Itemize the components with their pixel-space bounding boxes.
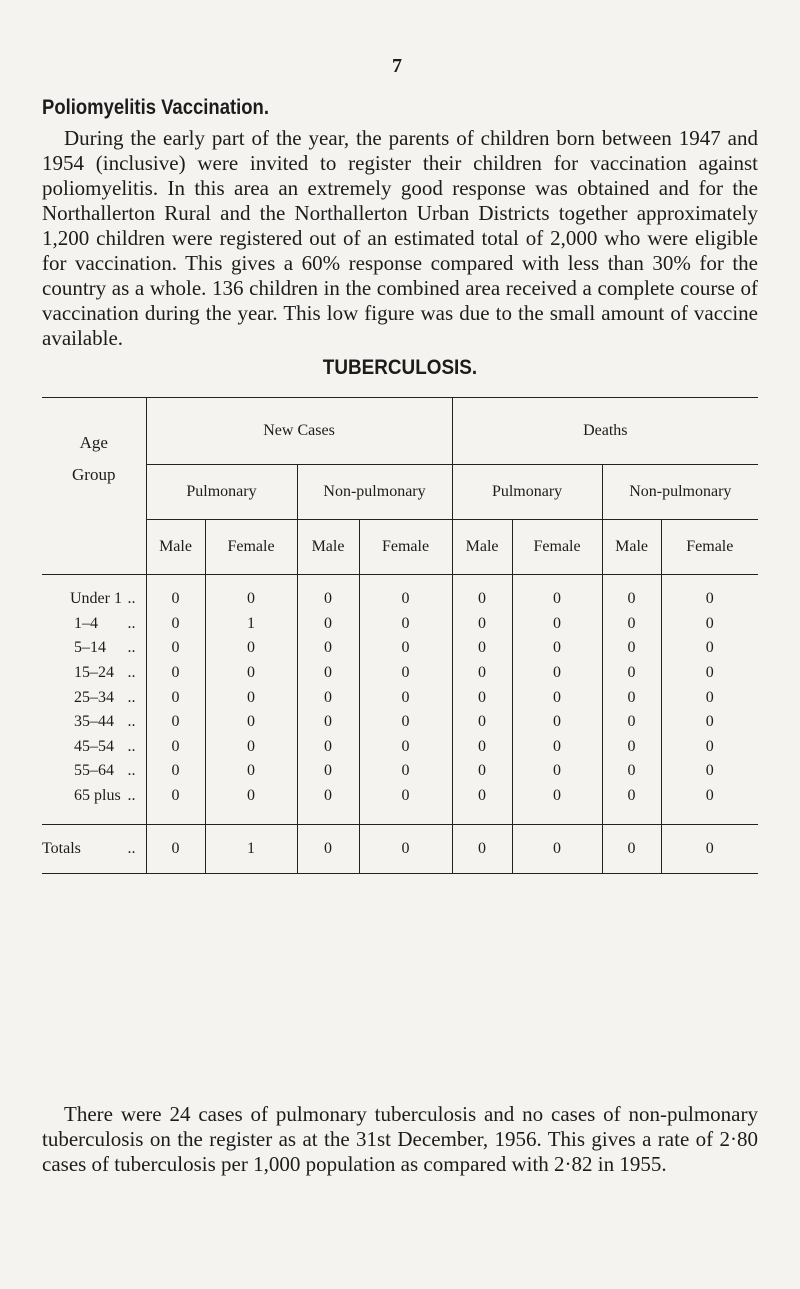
table-cell: 0 (359, 735, 452, 760)
table-cell: 0 (661, 735, 758, 760)
table-cell: 0 (146, 636, 205, 661)
table-cell: 0 (359, 784, 452, 809)
table-cell: 0 (452, 759, 512, 784)
table-cell: 0 (452, 735, 512, 760)
table-cell: 0 (205, 784, 297, 809)
table-cell: 0 (146, 661, 205, 686)
table-cell: 0 (205, 710, 297, 735)
table-cell: 0 (359, 587, 452, 612)
table-cell: 0 (661, 784, 758, 809)
table-cell: 0 (359, 685, 452, 710)
table-cell: 0 (146, 784, 205, 809)
table-cell: 0 (359, 710, 452, 735)
col-male: Male (452, 520, 512, 575)
table-cell: 1 (205, 612, 297, 637)
deaths-pulmonary-header: Pulmonary (452, 465, 602, 520)
table-cell: 0 (661, 636, 758, 661)
totals-cell: 0 (602, 825, 661, 874)
table-cell: 0 (359, 612, 452, 637)
table-row (42, 784, 758, 809)
age-group-cell: 25–34 .. (74, 688, 136, 706)
age-group-cell: 5–14 .. (74, 639, 136, 657)
totals-cell: 0 (359, 825, 452, 874)
table-cell: 0 (661, 587, 758, 612)
table-cell: 0 (602, 636, 661, 661)
totals-cell: 0 (661, 825, 758, 874)
tuberculosis-paragraph: There were 24 cases of pulmonary tuberculosis and no cases of non-pulmonary tuberculosis on the register as at the 31st December, 1956. This gives a rate of 2·80 cases of tuberculosis per 1,000 population as compared with 2·82 in 1955. (42, 1102, 758, 1176)
new-cases-header: New Cases (146, 398, 452, 465)
table-cell: 0 (146, 685, 205, 710)
deaths-non-pulmonary-header: Non-pulmonary (602, 465, 758, 520)
table-cell: 0 (512, 710, 602, 735)
table-row (42, 710, 758, 735)
section-heading: Poliomyelitis Vaccination. (42, 96, 269, 119)
table-cell: 0 (205, 636, 297, 661)
table-cell: 0 (146, 612, 205, 637)
table-cell: 0 (452, 587, 512, 612)
age-header-line1: Age (79, 432, 108, 452)
table-cell: 0 (205, 661, 297, 686)
table-row (42, 612, 758, 637)
age-group-cell: 15–24 .. (74, 664, 136, 682)
deaths-header: Deaths (452, 398, 758, 465)
table-cell: 0 (602, 685, 661, 710)
col-male: Male (146, 520, 205, 575)
totals-cell: 0 (297, 825, 359, 874)
table-cell: 0 (512, 587, 602, 612)
table-cell: 0 (297, 685, 359, 710)
table-cell: 0 (602, 710, 661, 735)
table-cell: 0 (512, 735, 602, 760)
table-cell: 0 (452, 636, 512, 661)
table-cell: 0 (297, 759, 359, 784)
page-number: 7 (392, 55, 402, 77)
totals-label: Totals .. (42, 825, 146, 874)
table-cell: 0 (452, 710, 512, 735)
table-cell: 0 (452, 661, 512, 686)
table-cell: 0 (359, 661, 452, 686)
tuberculosis-table (42, 397, 758, 874)
table-cell: 0 (661, 710, 758, 735)
table-cell: 0 (661, 759, 758, 784)
table-cell: 0 (602, 784, 661, 809)
table-cell: 0 (512, 612, 602, 637)
col-female: Female (661, 520, 758, 575)
table-cell: 0 (512, 784, 602, 809)
new-pulmonary-header: Pulmonary (146, 465, 297, 520)
table-cell: 0 (512, 661, 602, 686)
totals-row (42, 825, 758, 874)
table-cell: 0 (661, 685, 758, 710)
table-row (42, 759, 758, 784)
age-group-cell: 1–4 .. (74, 614, 136, 632)
new-non-pulmonary-header: Non-pulmonary (297, 465, 452, 520)
col-male: Male (297, 520, 359, 575)
table-cell: 0 (602, 759, 661, 784)
table-cell: 0 (297, 784, 359, 809)
table-cell: 0 (297, 587, 359, 612)
table-cell: 0 (359, 759, 452, 784)
table-cell: 0 (661, 661, 758, 686)
table-cell: 0 (297, 612, 359, 637)
table-title: TUBERCULOSIS. (322, 356, 478, 379)
table-row (42, 636, 758, 661)
age-header-line2: Group (72, 464, 116, 484)
table-cell: 0 (205, 685, 297, 710)
age-header-blank (42, 520, 146, 575)
table-cell: 0 (297, 661, 359, 686)
table-row (42, 685, 758, 710)
age-group-cell: 55–64 .. (74, 762, 136, 780)
polio-paragraph: During the early part of the year, the parents of children born between 1947 and 1954 (inclusive) were invited to register their children for vaccination against poliomyelitis. In this area an extremely good response was obtained and for the Northallerton Rural and the Northallerton Urban Districts together approximately 1,200 children were registered out of an estimated total of 2,000 who were eligible for vaccination. This gives a 60% response compared with less than 30% for the country as a whole. 136 children in the combined area received a complete course of vaccination during the year. This low figure was due to the small amount of vaccine available. (42, 126, 758, 350)
age-group-cell: 65 plus .. (74, 787, 136, 805)
table-cell: 0 (512, 759, 602, 784)
col-female: Female (512, 520, 602, 575)
totals-cell: 0 (146, 825, 205, 874)
table-cell: 0 (512, 636, 602, 661)
totals-cell: 0 (452, 825, 512, 874)
table-cell: 0 (146, 710, 205, 735)
table-cell: 0 (602, 661, 661, 686)
table-row (42, 587, 758, 612)
table-cell: 0 (146, 759, 205, 784)
table-cell: 0 (205, 735, 297, 760)
col-male: Male (602, 520, 661, 575)
age-group-cell: Under 1 .. (70, 590, 136, 608)
totals-cell: 0 (512, 825, 602, 874)
col-female: Female (359, 520, 452, 575)
table-cell: 0 (297, 636, 359, 661)
table-row (42, 735, 758, 760)
table-cell: 0 (359, 636, 452, 661)
table-cell: 0 (452, 685, 512, 710)
table-cell: 0 (452, 784, 512, 809)
table-cell: 0 (205, 759, 297, 784)
table-cell: 0 (146, 735, 205, 760)
col-female: Female (205, 520, 297, 575)
table-cell: 0 (146, 587, 205, 612)
table-cell: 0 (602, 735, 661, 760)
table-cell: 0 (297, 735, 359, 760)
age-group-cell: 45–54 .. (74, 737, 136, 755)
table-cell: 0 (602, 612, 661, 637)
age-group-cell: 35–44 .. (74, 713, 136, 731)
totals-cell: 1 (205, 825, 297, 874)
table-cell: 0 (452, 612, 512, 637)
table-cell: 0 (602, 587, 661, 612)
age-group-header (42, 398, 146, 520)
table-row (42, 661, 758, 686)
table-cell: 0 (512, 685, 602, 710)
table-cell: 0 (661, 612, 758, 637)
table-cell: 0 (205, 587, 297, 612)
table-cell: 0 (297, 710, 359, 735)
